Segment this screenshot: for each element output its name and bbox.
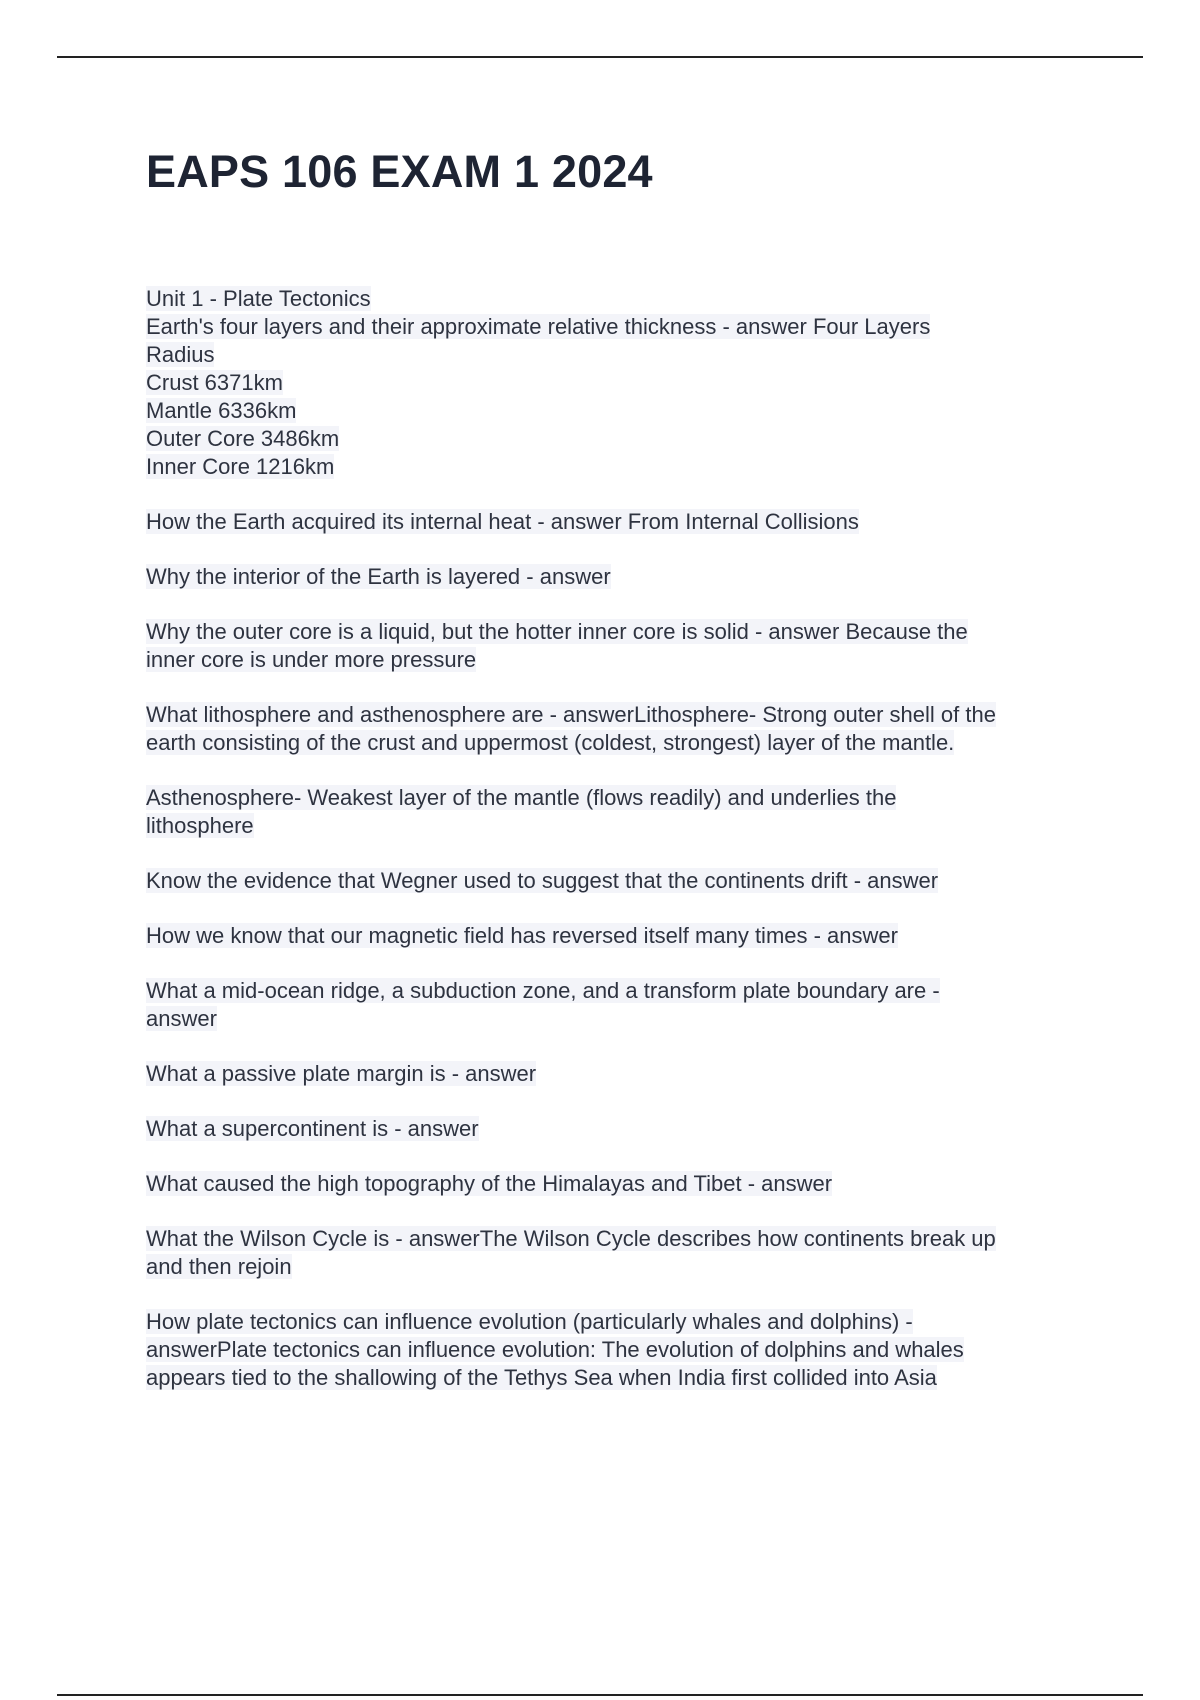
paragraph-line: What the Wilson Cycle is - answerThe Wilson Cycle describes how continents break up (146, 1226, 996, 1251)
intro-line-crust: Crust 6371km (146, 370, 283, 395)
qa-paragraph-passive-margin (146, 1060, 1086, 1088)
paragraph-line: earth consisting of the crust and uppermost (coldest, strongest) layer of the mantle. (146, 730, 955, 755)
intro-line-outer-core: Outer Core 3486km (146, 426, 340, 451)
paragraph-line: lithosphere (146, 813, 254, 838)
paragraph-line: Know the evidence that Wegner used to suggest that the continents drift - answer (146, 868, 939, 893)
top-divider-line (57, 56, 1143, 58)
paragraph-line: answerPlate tectonics can influence evolution: The evolution of dolphins and whales (146, 1337, 964, 1362)
qa-paragraph-outer-core (146, 618, 1086, 674)
qa-paragraph-layered-interior (146, 563, 1086, 591)
paragraph-line: and then rejoin (146, 1254, 292, 1279)
intro-line-question: Earth's four layers and their approximate relative thickness - answer Four Layers (146, 314, 931, 339)
document-title: EAPS 106 EXAM 1 2024 (146, 146, 653, 197)
qa-paragraph-evolution (146, 1308, 1086, 1392)
qa-paragraph-plate-boundaries (146, 977, 1086, 1033)
qa-paragraph-wegner (146, 867, 1086, 895)
intro-line-mantle: Mantle 6336km (146, 398, 297, 423)
qa-paragraph-lithosphere (146, 701, 1086, 757)
qa-paragraph-wilson-cycle (146, 1225, 1086, 1281)
paragraph-line: How plate tectonics can influence evolution (particularly whales and dolphins) - (146, 1309, 913, 1334)
paragraph-line: What a passive plate margin is - answer (146, 1061, 537, 1086)
paragraph-line: Why the outer core is a liquid, but the hotter inner core is solid - answer Because the (146, 619, 968, 644)
paragraph-line: answer (146, 1006, 217, 1031)
paragraph-line: What a mid-ocean ridge, a subduction zone, and a transform plate boundary are - (146, 978, 940, 1003)
paragraph-line: Asthenosphere- Weakest layer of the mantle (flows readily) and underlies the (146, 785, 897, 810)
paragraph-line: How the Earth acquired its internal heat - answer From Internal Collisions (146, 509, 859, 534)
intro-block (146, 285, 1086, 481)
qa-paragraph-asthenosphere (146, 784, 1086, 840)
paragraph-line: inner core is under more pressure (146, 647, 477, 672)
qa-paragraph-internal-heat (146, 508, 1086, 536)
qa-paragraph-supercontinent (146, 1115, 1086, 1143)
paragraph-line: How we know that our magnetic field has reversed itself many times - answer (146, 923, 898, 948)
intro-line-radius: Radius (146, 342, 215, 367)
qa-paragraph-himalayas (146, 1170, 1086, 1198)
paragraph-line: What caused the high topography of the Himalayas and Tibet - answer (146, 1171, 833, 1196)
paragraph-line: appears tied to the shallowing of the Tethys Sea when India first collided into Asia (146, 1365, 937, 1390)
intro-line-unit: Unit 1 - Plate Tectonics (146, 286, 371, 311)
paragraph-line: Why the interior of the Earth is layered - answer (146, 564, 611, 589)
document-body (146, 285, 1086, 1419)
qa-paragraph-magnetic-field (146, 922, 1086, 950)
paragraph-line: What lithosphere and asthenosphere are - answerLithosphere- Strong outer shell of the (146, 702, 996, 727)
bottom-divider-line (57, 1694, 1143, 1696)
intro-line-inner-core: Inner Core 1216km (146, 454, 335, 479)
paragraph-line: What a supercontinent is - answer (146, 1116, 479, 1141)
